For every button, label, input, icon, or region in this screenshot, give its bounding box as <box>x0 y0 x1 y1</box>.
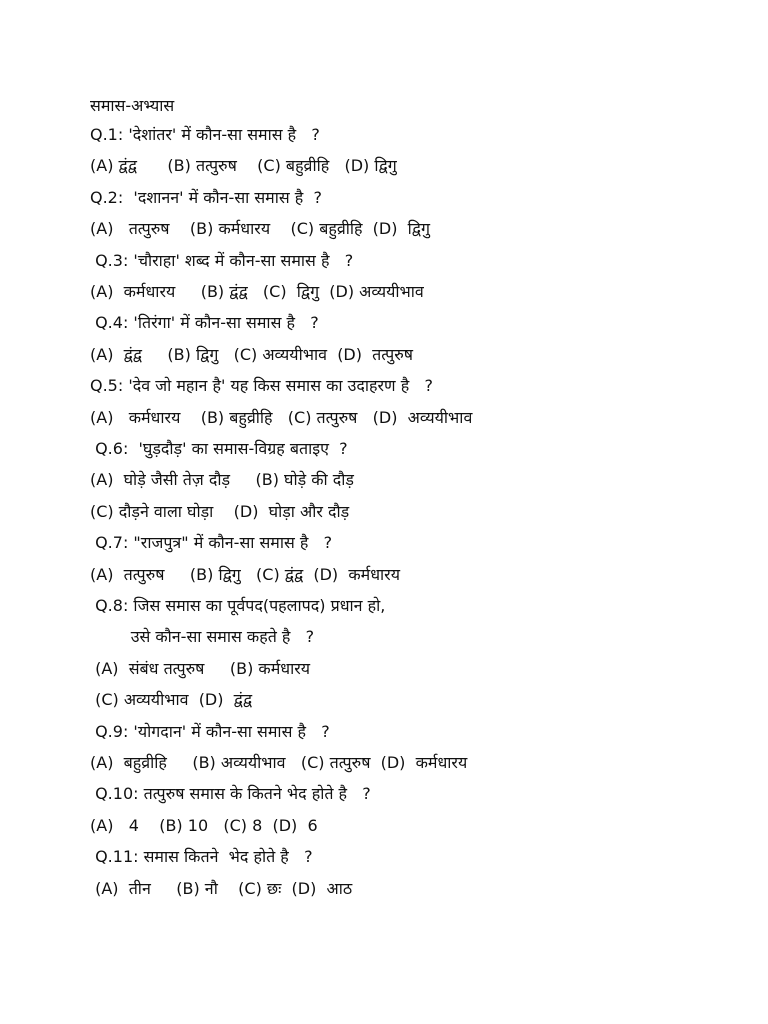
document-line: (A) घोड़े जैसी तेज़ दौड़ (B) घोड़े की दौड़ <box>90 470 354 490</box>
document-line: उसे कौन-सा समास कहते है ? <box>90 627 315 647</box>
document-line: (A) तीन (B) नौ (C) छः (D) आठ <box>90 878 353 898</box>
document-line: (A) तत्पुरुष (B) द्विगु (C) द्वंद्व (D) कर्मधारय <box>90 564 401 584</box>
document-line: (A) कर्मधारय (B) द्वंद्व (C) द्विगु (D) अव्ययीभाव <box>90 282 424 301</box>
document-line: (C) अव्ययीभाव (D) द्वंद्व <box>90 690 253 710</box>
document-line: (A) बहुव्रीहि (B) अव्ययीभाव (C) तत्पुरुष (D) कर्मधारय <box>90 753 468 772</box>
document-line: Q.5: 'देव जो महान है' यह किस समास का उदाहरण है ? <box>90 376 433 396</box>
document-line: (A) 4 (B) 10 (C) 8 (D) 6 <box>90 815 318 835</box>
document-line: Q.8: जिस समास का पूर्वपद(पहलापद) प्रधान हो, <box>90 596 386 615</box>
document-line: Q.10: तत्पुरुष समास के कितने भेद होते है ? <box>90 784 371 804</box>
document-line: (A) द्वंद्व (B) तत्पुरुष (C) बहुव्रीहि (D) द्विगु <box>90 156 397 176</box>
document-line: Q.11: समास कितने भेद होते है ? <box>90 847 313 867</box>
document-line: Q.9: 'योगदान' में कौन-सा समास है ? <box>90 721 330 741</box>
document-line: (A) कर्मधारय (B) बहुव्रीहि (C) तत्पुरुष (D) अव्ययीभाव <box>90 407 473 427</box>
document-line: Q.4: 'तिरंगा' में कौन-सा समास है ? <box>90 313 319 333</box>
document-line: (C) दौड़ने वाला घोड़ा (D) घोड़ा और दौड़ <box>90 501 350 521</box>
document-line: Q.6: 'घुड़दौड़' का समास-विग्रह बताइए ? <box>90 439 348 458</box>
document-line: (A) द्वंद्व (B) द्विगु (C) अव्ययीभाव (D) तत्पुरुष <box>90 344 414 364</box>
document-line: (A) संबंध तत्पुरुष (B) कर्मधारय <box>90 658 311 678</box>
document-title: समास-अभ्यास <box>90 96 175 115</box>
document-line: Q.1: 'देशांतर' में कौन-सा समास है ? <box>90 125 320 144</box>
document-line: Q.7: "राजपुत्र" में कौन-सा समास है ? <box>90 533 333 553</box>
document-line: (A) तत्पुरुष (B) कर्मधारय (C) बहुव्रीहि (D) द्विगु <box>90 219 431 239</box>
document-line: Q.2: 'दशानन' में कौन-सा समास है ? <box>90 187 322 207</box>
document-line: Q.3: 'चौराहा' शब्द में कौन-सा समास है ? <box>90 250 354 270</box>
